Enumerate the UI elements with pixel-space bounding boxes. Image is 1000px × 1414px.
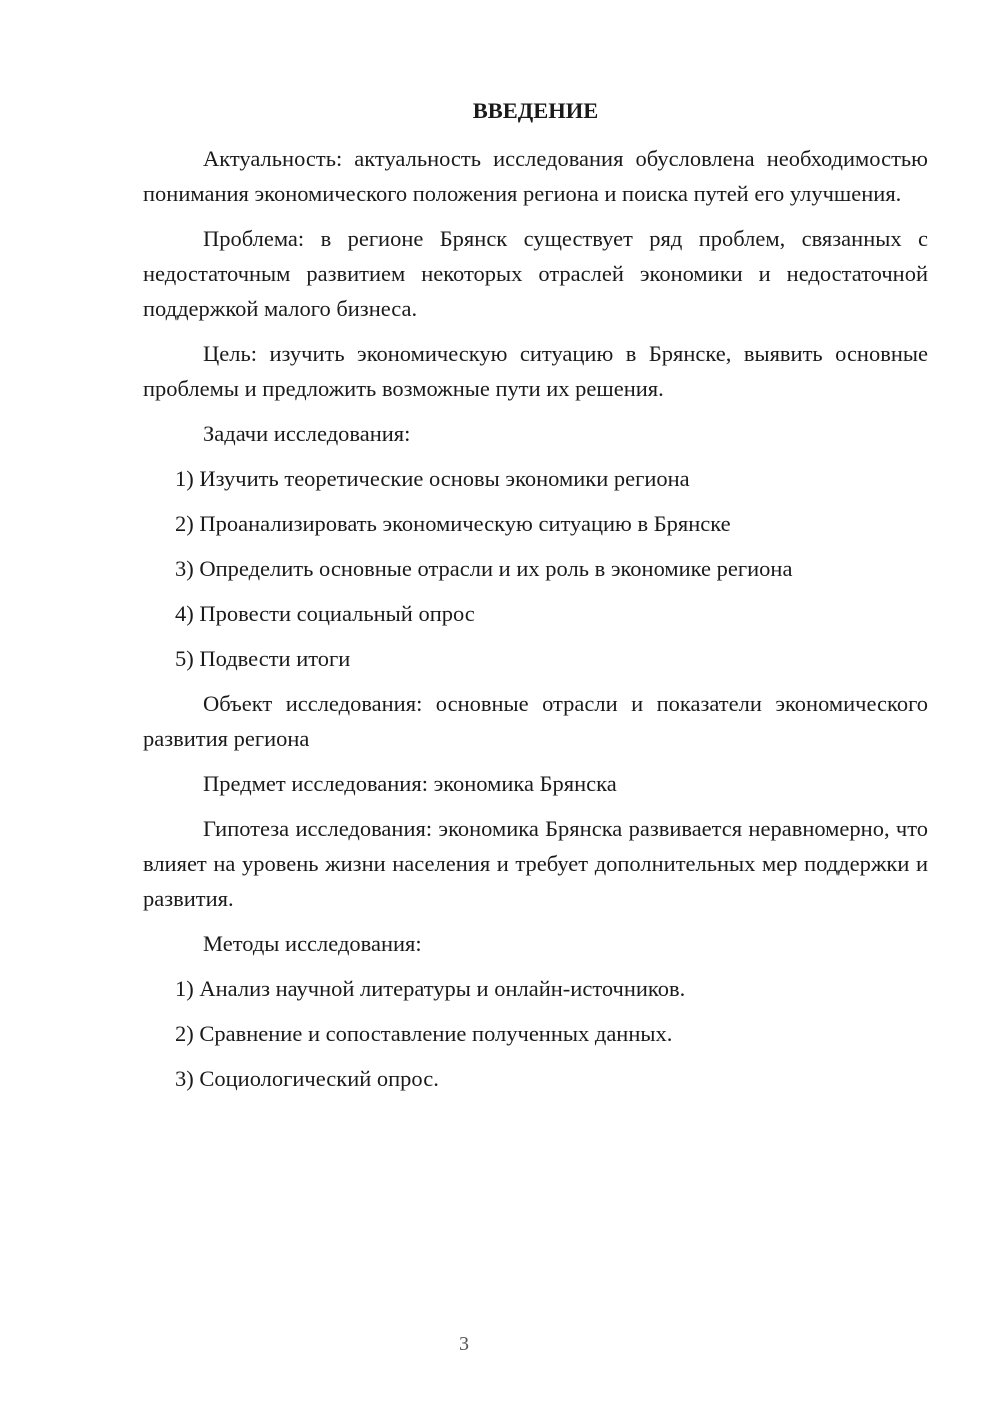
task-item: 4) Провести социальный опрос <box>175 601 475 626</box>
task-item: 2) Проанализировать экономическую ситуацию в Брянске <box>175 511 731 536</box>
page-title: ВВЕДЕНИЕ <box>472 98 599 123</box>
task-item: 1) Изучить теоретические основы экономики региона <box>175 466 690 491</box>
problem-paragraph: Проблема: в регионе Брянск существует ряд проблем, связанных с недостаточным развитием некоторых отраслей экономики и недостаточной поддержкой малого бизнеса. <box>143 226 928 321</box>
tasks-heading: Задачи исследования: <box>203 421 411 446</box>
method-item: 3) Социологический опрос. <box>175 1066 439 1091</box>
object-paragraph: Объект исследования: основные отрасли и показатели экономического развития региона <box>143 691 928 751</box>
relevance-paragraph: Актуальность: актуальность исследования обусловлена необходимостью понимания экономического положения региона и поиска путей его улучшения. <box>143 146 928 206</box>
goal-paragraph: Цель: изучить экономическую ситуацию в Брянске, выявить основные проблемы и предложить возможные пути их решения. <box>143 341 928 401</box>
subject-paragraph: Предмет исследования: экономика Брянска <box>203 771 617 796</box>
document-body <box>143 93 928 1106</box>
page-number: 3 <box>459 1333 469 1355</box>
hypothesis-paragraph: Гипотеза исследования: экономика Брянска развивается неравномерно, что влияет на уровень жизни населения и требует дополнительных мер поддержки и развития. <box>143 816 928 911</box>
task-item: 3) Определить основные отрасли и их роль в экономике региона <box>175 556 793 581</box>
methods-heading: Методы исследования: <box>203 931 422 956</box>
method-item: 1) Анализ научной литературы и онлайн-источников. <box>175 976 686 1001</box>
task-item: 5) Подвести итоги <box>175 646 351 671</box>
method-item: 2) Сравнение и сопоставление полученных данных. <box>175 1021 673 1046</box>
